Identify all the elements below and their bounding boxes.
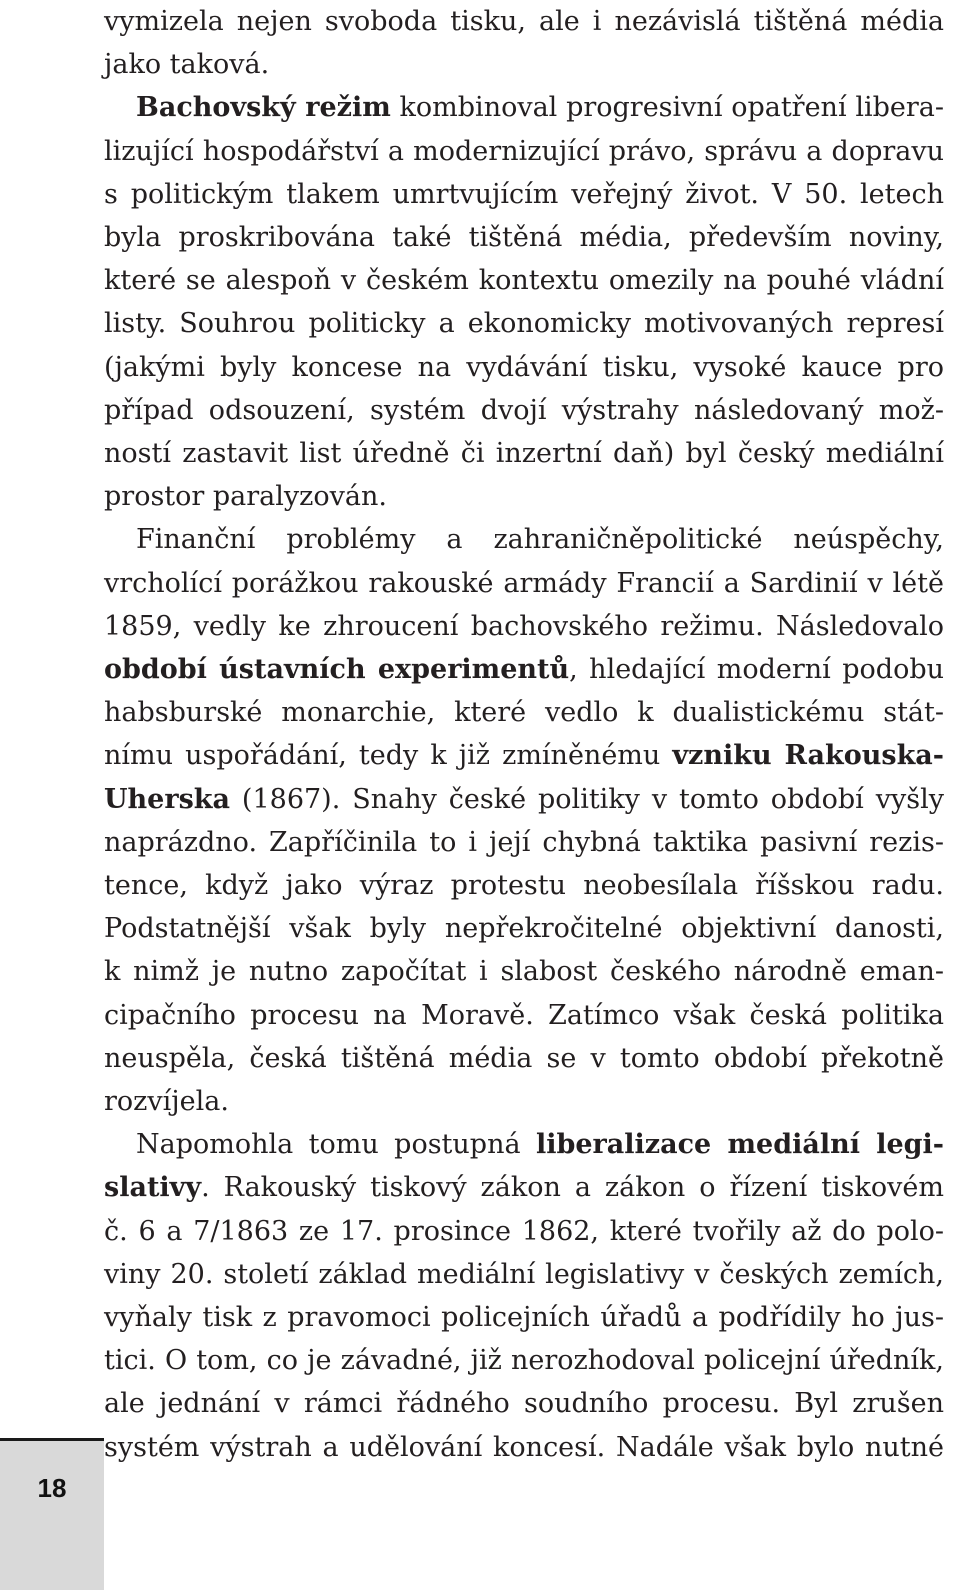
text-segment: Podstatnější však byly nepřekročitelné objektivní danosti, [104,913,944,945]
page-number-tab [0,1440,104,1590]
text-segment: Finanční problémy a zahraničněpolitické neúspěchy, [136,524,944,556]
bold-term: vzniku Rakouska- [672,740,945,772]
text-segment: ale jednání v rámci řádného soudního procesu. Byl zrušen [104,1388,944,1420]
text-segment: vrcholící porážkou rakouské armády Francií a Sardinií v létě [104,567,944,599]
bold-term: období ústavních experimentů [104,654,570,685]
text-segment: jako taková. [104,49,270,81]
text-segment: 1859, vedly ke zhroucení bachovského režimu. Následovalo [104,610,944,642]
text-segment: č. 6 a 7/1863 ze 17. prosince 1862, které tvořily až do polo- [104,1215,944,1247]
text-segment: ností zastavit list úředně či inzertní daň) byl český mediální [104,438,944,469]
page-number-rule [0,1438,104,1441]
text-segment: , hledající moderní podobu [569,654,944,685]
text-segment: naprázdno. Zapříčinila to i její chybná taktika pasivní rezis- [104,826,944,858]
bold-term: liberalizace mediální legi- [535,1129,944,1161]
text-segment: vymizela nejen svoboda tisku, ale i nezávislá tištěná média [104,6,944,37]
text-segment: listy. Souhrou politicky a ekonomicky motivovaných represí [104,308,944,340]
text-segment: kombinoval progresivní opatření libera- [390,92,944,124]
text-segment: rozvíjela. [104,1086,229,1117]
text-segment: s politickým tlakem umrtvujícím veřejný život. V 50. letech [104,178,944,210]
text-segment: habsburské monarchie, které vedlo k dualistickému stát- [104,697,944,729]
text-segment: (jakými byly koncese na vydávání tisku, vysoké kauce pro [104,351,944,383]
text-segment: viny 20. století základ mediální legislativy v českých zemích, [104,1258,944,1290]
page-number: 18 [37,1473,67,1503]
text-segment: systém výstrah a udělování koncesí. Nadále však bylo nutné [104,1431,944,1463]
text-segment: nímu uspořádání, tedy k již zmíněnému [104,740,673,772]
text-segment: neuspěla, česká tištěná média se v tomto období překotně [104,1042,944,1074]
text-segment: které se alespoň v českém kontextu omezily na pouhé vládní [104,265,944,297]
text-segment: lizující hospodářství a modernizující právo, správu a dopravu [104,135,944,167]
text-segment: Napomohla tomu postupná [136,1129,536,1161]
text-segment: (1867). Snahy české politiky v tomto období vyšly [229,783,944,815]
text-segment: tici. O tom, co je závadné, již nerozhodoval policejní úředník, [104,1345,944,1377]
bold-term: slativy [104,1172,202,1204]
bold-term: Uherska [104,783,230,815]
text-segment: k nimž je nutno započítat i slabost českého národně eman- [104,956,944,988]
text-segment: vyňaly tisk z pravomoci policejních úřadů a podřídily ho jus- [104,1302,944,1333]
text-segment: prostor paralyzován. [104,481,387,513]
text-segment: byla proskribována také tištěná média, především noviny, [104,222,944,253]
bold-term: Bachovský režim [136,92,391,124]
text-segment: tence, když jako výraz protestu neobesílala říšskou radu. [104,870,944,901]
text-line [104,1422,944,1474]
text-segment: případ odsouzení, systém dvojí výstrahy následovaný mož- [104,394,944,426]
text-segment: . Rakouský tiskový zákon a zákon o řízení tiskovém [201,1172,944,1204]
text-segment: cipačního procesu na Moravě. Zatímco však česká politika [104,999,944,1031]
